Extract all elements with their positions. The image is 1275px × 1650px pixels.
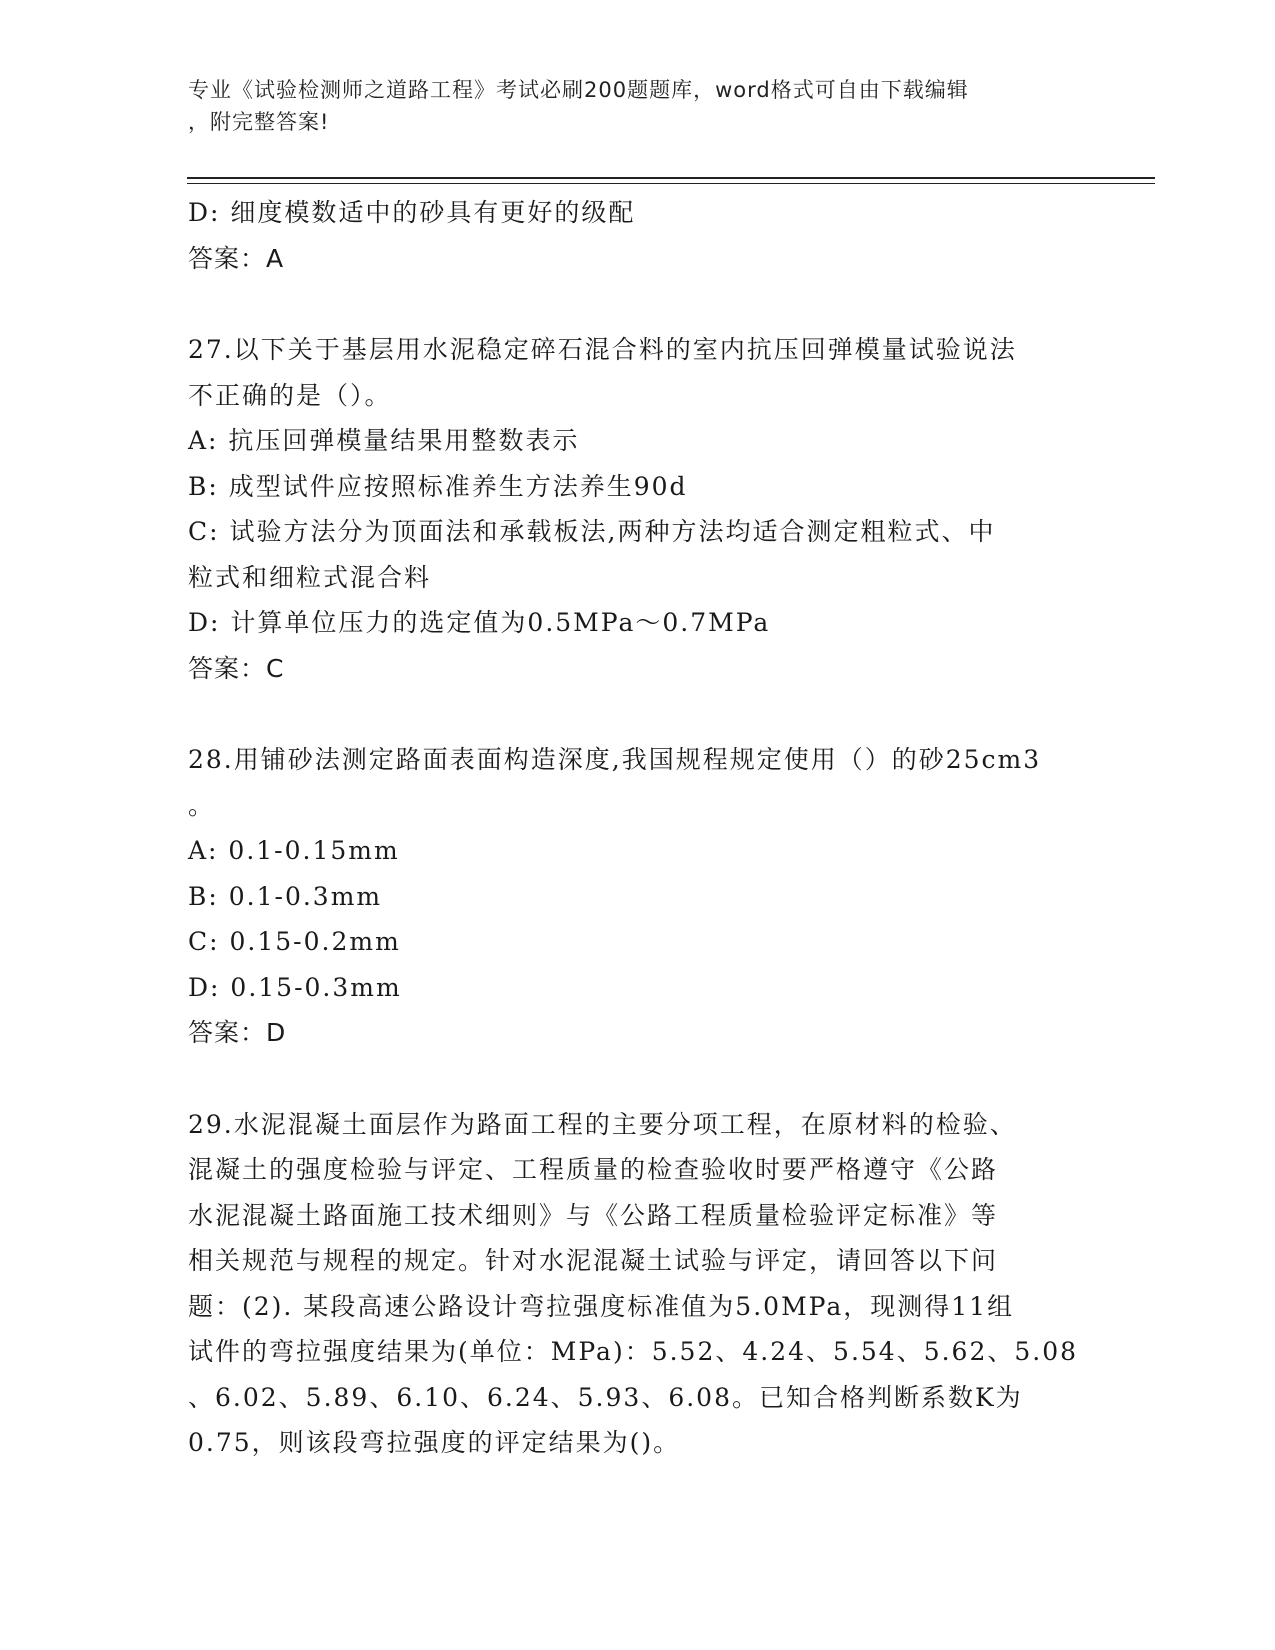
q27-option-d: D: 计算单位压力的选定值为0.5MPa～0.7MPa	[188, 608, 771, 637]
question-27	[188, 327, 1088, 691]
q29-stem-line-6: 试件的弯拉强度结果为(单位：MPa)：5.52、4.24、5.54、5.62、5.08	[188, 1337, 1079, 1366]
q27-stem-line-2: 不正确的是（）。	[188, 380, 392, 410]
q28-option-d: D: 0.15-0.3mm	[188, 972, 402, 1002]
header-rule-thick	[187, 177, 1155, 179]
q28-stem-line-1: 28.用铺砂法测定路面表面构造深度,我国规程规定使用（）的砂25cm3	[188, 745, 1042, 774]
header-line-1: 专业《试验检测师之道路工程》考试必刷200题题库，word格式可自由下载编辑	[188, 78, 969, 102]
q29-stem-line-2: 混凝土的强度检验与评定、工程质量的检查验收时要严格遵守《公路	[188, 1155, 999, 1184]
header-rule-thin	[187, 183, 1155, 184]
q27-option-b: B: 成型试件应按照标准养生方法养生90d	[188, 471, 688, 501]
q28-option-a: A: 0.1-0.15mm	[188, 836, 400, 865]
q29-stem-line-8: 0.75，则该段弯拉强度的评定结果为()。	[188, 1428, 681, 1457]
q29-stem-line-1: 29.水泥混凝土面层作为路面工程的主要分项工程，在原材料的检验、	[188, 1109, 1017, 1139]
q27-option-c-line-1: C: 试验方法分为顶面法和承载板法,两种方法均适合测定粗粒式、中	[188, 517, 996, 546]
question-29	[188, 1102, 1088, 1466]
q28-stem-line-2: 。	[188, 790, 216, 820]
q29-stem-line-7: 、6.02、5.89、6.10、6.24、5.93、6.08。已知合格判断系数K为	[188, 1382, 1023, 1412]
q29-stem-line-3: 水泥混凝土路面施工技术细则》与《公路工程质量检验评定标准》等	[188, 1200, 999, 1230]
q28-answer: 答案：D	[188, 1018, 287, 1047]
question-28	[188, 737, 1088, 1056]
q27-option-c-line-2: 粒式和细粒式混合料	[188, 562, 432, 592]
q27-option-a: A: 抗压回弹模量结果用整数表示	[188, 426, 580, 455]
q28-option-b: B: 0.1-0.3mm	[188, 881, 383, 911]
header-line-2: ，附完整答案!	[188, 110, 330, 134]
q28-option-c: C: 0.15-0.2mm	[188, 927, 401, 956]
q27-answer: 答案：C	[188, 653, 285, 683]
q26-answer: 答案：A	[188, 243, 285, 273]
page-header	[188, 74, 1068, 138]
question-26-tail	[188, 190, 1088, 281]
q27-stem-line-1: 27.以下关于基层用水泥稳定碎石混合料的室内抗压回弹模量试验说法	[188, 335, 1017, 364]
q26-option-d: D: 细度模数适中的砂具有更好的级配	[188, 198, 636, 227]
document-body	[188, 190, 1088, 1466]
q29-stem-line-5: 题：(2). 某段高速公路设计弯拉强度标准值为5.0MPa，现测得11组	[188, 1291, 1015, 1321]
q29-stem-line-4: 相关规范与规程的规定。针对水泥混凝土试验与评定，请回答以下问	[188, 1246, 999, 1275]
